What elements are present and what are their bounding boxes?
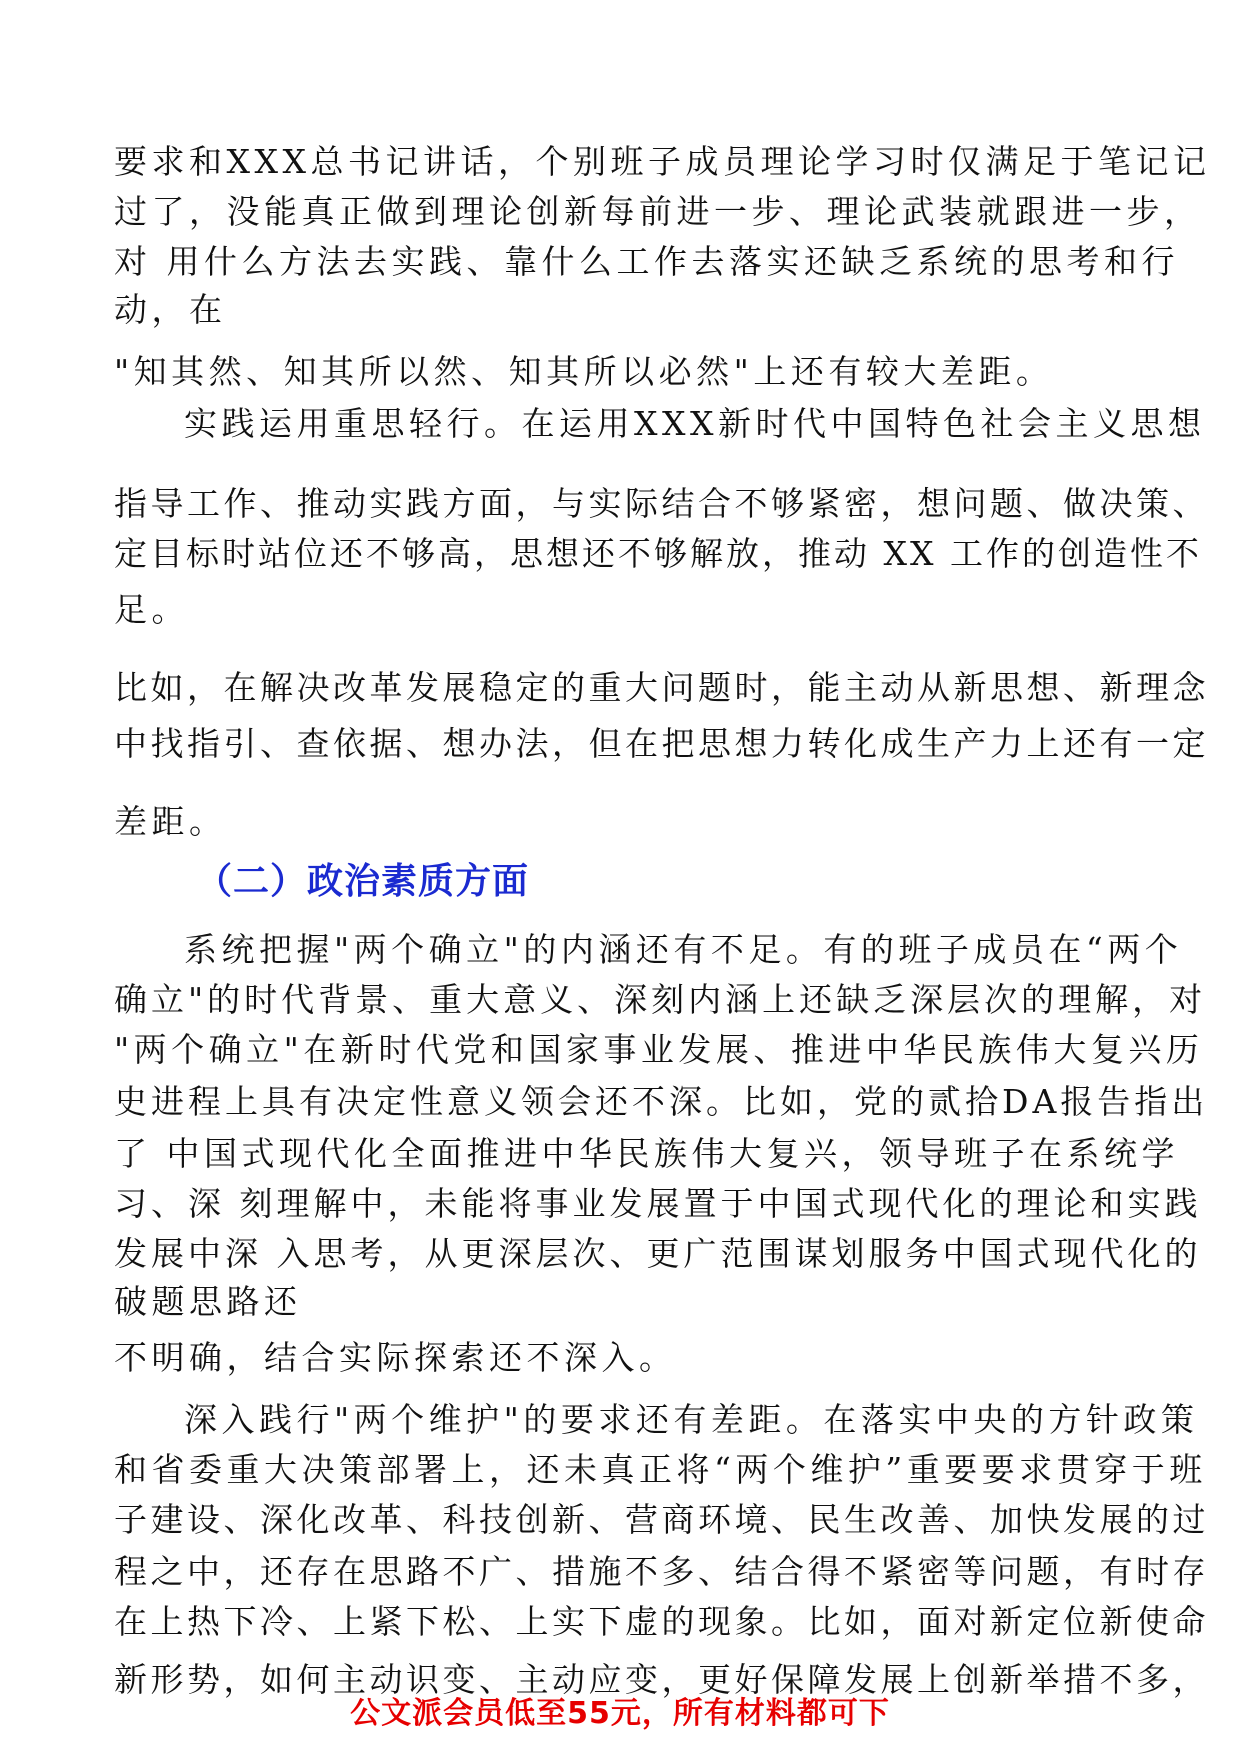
paragraph-line: 新形势，如何主动识变、主动应变，更好保障发展上创新举措不多， [114,1660,1209,1699]
paragraph-line: 对 用什么方法去实践、靠什么工作去落实还缺乏系统的思考和行 [114,242,1179,281]
paragraph-line: 深入践行"两个维护"的要求还有差距。在落实中央的方针政策 [184,1400,1199,1439]
section-heading: （二）政治素质方面 [196,861,530,902]
paragraph-line: 过了，没能真正做到理论创新每前进一步、理论武装就跟进一步， [114,192,1202,231]
paragraph-line: "知其然、知其所以然、知其所以必然"上还有较大差距。 [114,352,1054,391]
paragraph-line: 习、深 刻理解中，未能将事业发展置于中国式现代化的理论和实践 [114,1184,1202,1223]
footer-promo-banner: 公文派会员低至55元，所有材料都可下 [350,1696,890,1731]
paragraph-line: 系统把握"两个确立"的内涵还有不足。有的班子成员在“两个 [184,930,1183,969]
paragraph-line: 指导工作、推动实践方面，与实际结合不够紧密，想问题、做决策、 [114,484,1209,523]
paragraph-line: 子建设、深化改革、科技创新、营商环境、民生改善、加快发展的过 [114,1500,1209,1539]
paragraph-line: 破题思路还 [114,1282,302,1321]
paragraph-line: "两个确立"在新时代党和国家事业发展、推进中华民族伟大复兴历 [114,1030,1204,1069]
paragraph-line: 在上热下冷、上紧下松、上实下虚的现象。比如，面对新定位新使命 [114,1602,1209,1641]
paragraph-line: 比如，在解决改革发展稳定的重大问题时，能主动从新思想、新理念 [114,668,1209,707]
paragraph-line: 要求和XXX总书记讲话，个别班子成员理论学习时仅满足于笔记记 [114,142,1211,181]
paragraph-line: 确立"的时代背景、重大意义、深刻内涵上还缺乏深层次的理解，对 [114,980,1207,1019]
paragraph-line: 程之中，还存在思路不广、措施不多、结合得不紧密等问题，有时存 [114,1552,1209,1591]
paragraph-line: 定目标时站位还不够高，思想还不够解放，推动 XX 工作的创造性不 [114,534,1202,573]
paragraph-line: 不明确，结合实际探索还不深入。 [114,1338,677,1377]
paragraph-line: 足。 [114,590,189,629]
paragraph-line: 动，在 [114,290,227,329]
paragraph-line: 中找指引、查依据、想办法，但在把思想力转化成生产力上还有一定 [114,724,1209,763]
paragraph-line: 发展中深 入思考，从更深层次、更广范围谋划服务中国式现代化的 [114,1234,1202,1273]
paragraph-line: 和省委重大决策部署上，还未真正将“两个维护”重要要求贯穿于班 [114,1450,1207,1489]
paragraph-line: 了 中国式现代化全面推进中华民族伟大复兴，领导班子在系统学 [114,1134,1179,1173]
paragraph-line: 差距。 [114,802,227,841]
paragraph-line: 实践运用重思轻行。在运用XXX新时代中国特色社会主义思想 [184,404,1206,443]
paragraph-line: 史进程上具有决定性意义领会还不深。比如，党的贰拾DA报告指出 [114,1082,1209,1121]
